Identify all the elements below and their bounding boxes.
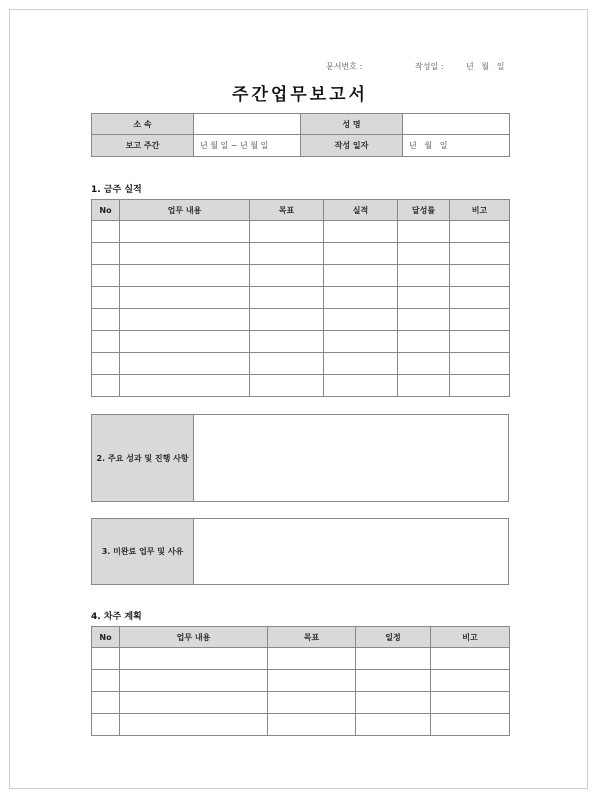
department-field[interactable] xyxy=(194,114,301,135)
written-date-table-label: 작성 일자 xyxy=(301,135,403,157)
table-cell[interactable] xyxy=(268,692,356,714)
table-cell[interactable] xyxy=(250,309,324,331)
table-cell[interactable] xyxy=(120,692,268,714)
table-cell[interactable] xyxy=(450,375,510,397)
table-cell[interactable] xyxy=(92,714,120,736)
plan-col-no-header: No xyxy=(92,627,120,648)
table-cell[interactable] xyxy=(356,670,431,692)
table-cell[interactable] xyxy=(250,375,324,397)
col-result-header: 실적 xyxy=(324,200,398,221)
table-row xyxy=(92,309,510,331)
info-table xyxy=(91,113,510,157)
name-field[interactable] xyxy=(403,114,510,135)
table-cell[interactable] xyxy=(324,243,398,265)
table-row xyxy=(92,243,510,265)
report-week-field[interactable]: 년 월 일 ~ 년 월 일 xyxy=(194,135,301,157)
table-cell[interactable] xyxy=(324,287,398,309)
table-row xyxy=(92,714,510,736)
table-row xyxy=(92,331,510,353)
table-row xyxy=(92,353,510,375)
table-cell[interactable] xyxy=(450,331,510,353)
col-goal-header: 목표 xyxy=(250,200,324,221)
table-cell[interactable] xyxy=(120,221,250,243)
table-cell[interactable] xyxy=(356,714,431,736)
table-cell[interactable] xyxy=(250,221,324,243)
table-cell[interactable] xyxy=(398,243,450,265)
table-cell[interactable] xyxy=(356,648,431,670)
table-row xyxy=(92,692,510,714)
document-title: 주간업무보고서 xyxy=(232,85,368,105)
table-cell[interactable] xyxy=(250,265,324,287)
department-label: 소 속 xyxy=(92,114,194,135)
table-cell[interactable] xyxy=(92,648,120,670)
table-cell[interactable] xyxy=(431,714,510,736)
table-cell[interactable] xyxy=(268,670,356,692)
table-cell[interactable] xyxy=(450,309,510,331)
next-week-plan-table xyxy=(91,626,510,736)
table-cell[interactable] xyxy=(120,309,250,331)
table-cell[interactable] xyxy=(324,375,398,397)
table-cell[interactable] xyxy=(398,287,450,309)
table-cell[interactable] xyxy=(356,692,431,714)
section1-title: 1. 금주 실적 xyxy=(91,185,142,195)
table-cell[interactable] xyxy=(120,265,250,287)
table-cell[interactable] xyxy=(324,221,398,243)
table-row xyxy=(92,670,510,692)
section4-title: 4. 차주 계획 xyxy=(91,612,142,622)
section3-box xyxy=(91,518,509,585)
table-cell[interactable] xyxy=(120,243,250,265)
table-cell[interactable] xyxy=(431,692,510,714)
table-cell[interactable] xyxy=(120,648,268,670)
name-label: 성 명 xyxy=(301,114,403,135)
table-cell[interactable] xyxy=(268,648,356,670)
plan-col-schedule-header: 일정 xyxy=(356,627,431,648)
table-cell[interactable] xyxy=(120,331,250,353)
section3-content-field[interactable] xyxy=(194,519,508,584)
table-cell[interactable] xyxy=(120,353,250,375)
table-cell[interactable] xyxy=(92,331,120,353)
this-week-results-table xyxy=(91,199,510,397)
table-cell[interactable] xyxy=(92,287,120,309)
table-cell[interactable] xyxy=(92,353,120,375)
table-cell[interactable] xyxy=(120,670,268,692)
table-cell[interactable] xyxy=(450,353,510,375)
doc-number-label: 문서번호 : xyxy=(326,62,363,71)
col-no-header: No xyxy=(92,200,120,221)
table-cell[interactable] xyxy=(450,221,510,243)
plan-col-task-header: 업무 내용 xyxy=(120,627,268,648)
table-cell[interactable] xyxy=(92,221,120,243)
section2-label: 2. 주요 성과 및 진행 사항 xyxy=(92,415,194,501)
table-row xyxy=(92,265,510,287)
table-cell[interactable] xyxy=(398,265,450,287)
table-cell[interactable] xyxy=(250,287,324,309)
table-cell[interactable] xyxy=(398,375,450,397)
table-row xyxy=(92,375,510,397)
table-cell[interactable] xyxy=(120,714,268,736)
table-cell[interactable] xyxy=(324,265,398,287)
table-row xyxy=(92,287,510,309)
table-cell[interactable] xyxy=(92,692,120,714)
table-cell[interactable] xyxy=(250,331,324,353)
written-date-field[interactable]: 년 월 일 xyxy=(403,135,510,157)
table-cell[interactable] xyxy=(324,309,398,331)
table-cell[interactable] xyxy=(324,353,398,375)
plan-col-remarks-header: 비고 xyxy=(431,627,510,648)
col-task-header: 업무 내용 xyxy=(120,200,250,221)
table-cell[interactable] xyxy=(431,670,510,692)
col-achievement-header: 달성률 xyxy=(398,200,450,221)
table-cell[interactable] xyxy=(398,331,450,353)
table-cell[interactable] xyxy=(431,648,510,670)
table-cell[interactable] xyxy=(250,243,324,265)
table-cell[interactable] xyxy=(120,375,250,397)
table-cell[interactable] xyxy=(250,353,324,375)
table-cell[interactable] xyxy=(92,670,120,692)
table-cell[interactable] xyxy=(398,221,450,243)
section3-label: 3. 미완료 업무 및 사유 xyxy=(92,519,194,584)
table-cell[interactable] xyxy=(450,265,510,287)
table-cell[interactable] xyxy=(450,287,510,309)
table-cell[interactable] xyxy=(398,353,450,375)
table-cell[interactable] xyxy=(92,243,120,265)
table-row xyxy=(92,648,510,670)
written-date-value: 년 월 일 xyxy=(466,62,505,71)
table-cell[interactable] xyxy=(92,309,120,331)
table-cell[interactable] xyxy=(398,309,450,331)
written-date-label: 작성일 : xyxy=(415,62,444,71)
table-cell[interactable] xyxy=(120,287,250,309)
section2-box xyxy=(91,414,509,502)
table-cell[interactable] xyxy=(324,331,398,353)
table-cell[interactable] xyxy=(450,243,510,265)
col-remarks-header: 비고 xyxy=(450,200,510,221)
section2-content-field[interactable] xyxy=(194,415,508,501)
table-cell[interactable] xyxy=(92,375,120,397)
report-week-label: 보고 주간 xyxy=(92,135,194,157)
plan-col-goal-header: 목표 xyxy=(268,627,356,648)
table-cell[interactable] xyxy=(268,714,356,736)
table-cell[interactable] xyxy=(92,265,120,287)
table-row xyxy=(92,221,510,243)
